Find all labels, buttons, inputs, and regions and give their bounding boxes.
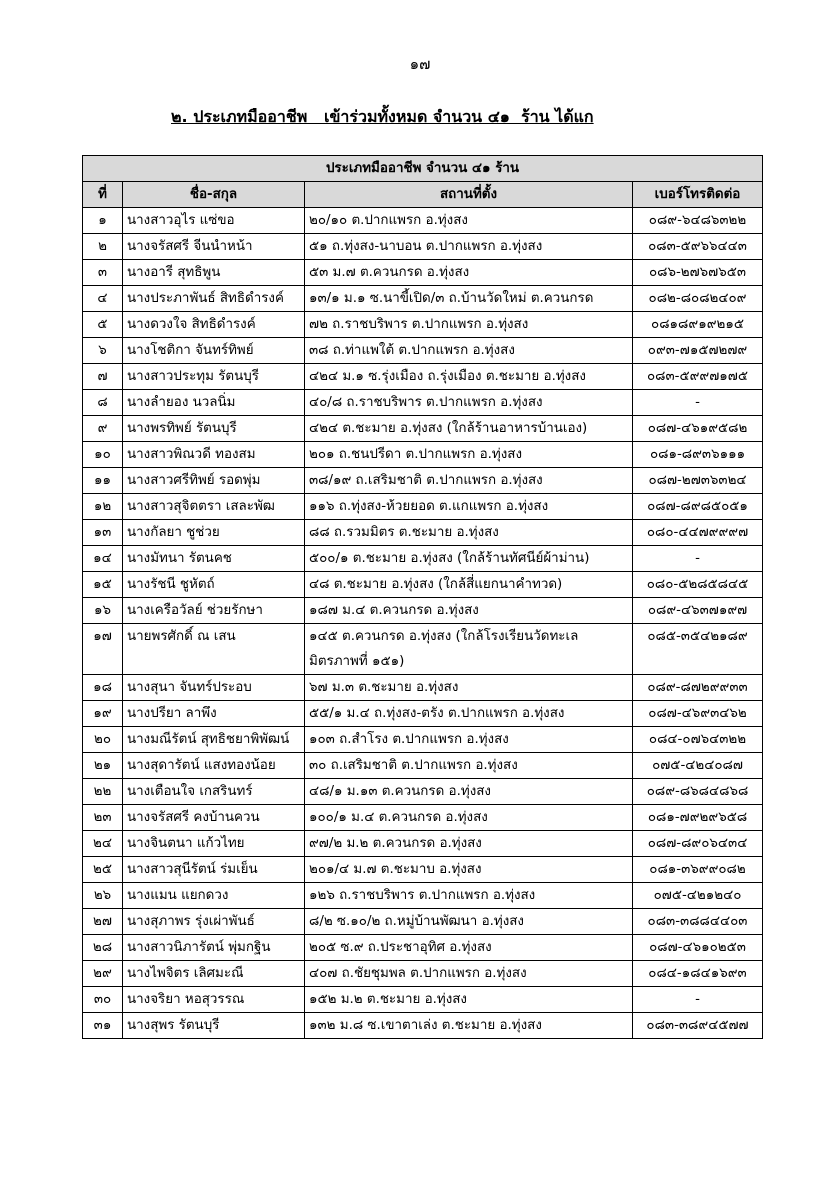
cell-no: ๑๑ xyxy=(83,468,123,494)
cell-no: ๑๔ xyxy=(83,546,123,572)
cell-address: ๔๐/๘ ถ.ราชบริพาร ต.ปากแพรก อ.ทุ่งสง xyxy=(305,390,633,416)
cell-address: ๘/๒ ซ.๑๐/๒ ถ.หมู่บ้านพัฒนา อ.ทุ่งสง xyxy=(305,909,633,935)
table-row xyxy=(83,546,763,572)
cell-no: ๒๔ xyxy=(83,831,123,857)
cell-address: ๒๐๕ ซ.๙ ถ.ประชาอุทิศ อ.ทุ่งสง xyxy=(305,935,633,961)
table-row xyxy=(83,624,763,675)
cell-phone: - xyxy=(633,987,763,1013)
table-row xyxy=(83,935,763,961)
column-header-no: ที่ xyxy=(83,182,123,208)
cell-name: นางสุดารัตน์ แสงทองน้อย xyxy=(123,753,305,779)
table-caption-row xyxy=(83,156,763,182)
cell-phone: ๐๘๐-๕๒๘๕๘๔๕ xyxy=(633,572,763,598)
cell-phone: ๐๙๓-๗๑๕๗๒๗๙ xyxy=(633,338,763,364)
table-header-row xyxy=(83,182,763,208)
cell-name: นางแมน แยกดวง xyxy=(123,883,305,909)
cell-address: ๓๘ ถ.ท่าแพใต้ ต.ปากแพรก อ.ทุ่งสง xyxy=(305,338,633,364)
cell-phone: ๐๘๖-๒๗๖๗๖๕๓ xyxy=(633,260,763,286)
cell-no: ๑๕ xyxy=(83,572,123,598)
cell-name: นางสาวสุนีรัตน์ ร่มเย็น xyxy=(123,857,305,883)
cell-no: ๒๐ xyxy=(83,727,123,753)
section-title: ๒. ประเภทมืออาชีพ เข้าร่วมทั้งหมด จำนวน ๔๑ ร้าน ได้แก xyxy=(171,107,594,126)
cell-phone: ๐๘๔-๑๘๔๑๖๙๓ xyxy=(633,961,763,987)
cell-phone: ๐๘๓-๕๙๙๗๑๗๕ xyxy=(633,364,763,390)
cell-name: นางสุภาพร รุ่งเผ่าพันธ์ xyxy=(123,909,305,935)
cell-phone: - xyxy=(633,390,763,416)
cell-no: ๒๓ xyxy=(83,805,123,831)
table-row xyxy=(83,805,763,831)
cell-address: ๒๐/๑๐ ต.ปากแพรก อ.ทุ่งสง xyxy=(305,208,633,234)
cell-name: นางสุนา จันทร์ประอบ xyxy=(123,675,305,701)
cell-name: นางมัทนา รัตนคช xyxy=(123,546,305,572)
table-row xyxy=(83,390,763,416)
table-row xyxy=(83,364,763,390)
cell-no: ๑๙ xyxy=(83,701,123,727)
cell-phone: ๐๘๓-๓๘๙๔๕๗๗ xyxy=(633,1013,763,1039)
cell-phone: ๐๘๙-๘๗๒๙๙๓๓ xyxy=(633,675,763,701)
cell-address: ๖๗ ม.๓ ต.ชะมาย อ.ทุ่งสง xyxy=(305,675,633,701)
cell-phone: ๐๘๓-๓๘๘๔๔๐๓ xyxy=(633,909,763,935)
cell-phone: ๐๘๒-๘๐๘๒๔๐๙ xyxy=(633,286,763,312)
cell-phone: ๐๘๑๘๙๑๙๒๑๕ xyxy=(633,312,763,338)
cell-name: นางจินตนา แก้วไทย xyxy=(123,831,305,857)
cell-address: ๕๑ ถ.ทุ่งสง-นาบอน ต.ปากแพรก อ.ทุ่งสง xyxy=(305,234,633,260)
cell-no: ๒๑ xyxy=(83,753,123,779)
table-row xyxy=(83,442,763,468)
cell-no: ๑๖ xyxy=(83,598,123,624)
cell-phone: ๐๘๗-๘๙๘๕๐๕๑ xyxy=(633,494,763,520)
cell-name: นางจริยา หอสุวรรณ xyxy=(123,987,305,1013)
cell-name: นางสุพร รัตนบุรี xyxy=(123,1013,305,1039)
cell-name: นางอารี สุทธิพูน xyxy=(123,260,305,286)
cell-name: นางสาวประทุม รัตนบุรี xyxy=(123,364,305,390)
table-row xyxy=(83,831,763,857)
table-row xyxy=(83,779,763,805)
cell-address: ๘๘ ถ.รวมมิตร ต.ชะมาย อ.ทุ่งสง xyxy=(305,520,633,546)
cell-address: ๕๓ ม.๗ ต.ควนกรด อ.ทุ่งสง xyxy=(305,260,633,286)
cell-address: ๒๐๑/๔ ม.๗ ต.ชะมาบ อ.ทุ่งสง xyxy=(305,857,633,883)
table-row xyxy=(83,312,763,338)
cell-no: ๔ xyxy=(83,286,123,312)
cell-address: ๕๐๐/๑ ต.ชะมาย อ.ทุ่งสง (ใกล้ร้านทัศนีย์ผ้าม่าน) xyxy=(305,546,633,572)
cell-no: ๑๐ xyxy=(83,442,123,468)
cell-phone: ๐๘๗-๔๖๑๐๒๕๓ xyxy=(633,935,763,961)
cell-phone: ๐๗๕-๔๒๑๒๔๐ xyxy=(633,883,763,909)
cell-name: นางเครือวัลย์ ช่วยรักษา xyxy=(123,598,305,624)
cell-no: ๘ xyxy=(83,390,123,416)
cell-address: ๑๒๖ ถ.ราชบริพาร ต.ปากแพรก อ.ทุ่งสง xyxy=(305,883,633,909)
table-row xyxy=(83,961,763,987)
cell-address: ๑๓๒ ม.๘ ซ.เขาตาเล่ง ต.ชะมาย อ.ทุ่งสง xyxy=(305,1013,633,1039)
cell-address: ๑๔๕ ต.ควนกรด อ.ทุ่งสง (ใกล้โรงเรียนวัดทะเลมิตรภาพที่ ๑๕๑) xyxy=(305,624,633,675)
table-body xyxy=(83,208,763,1039)
table-row xyxy=(83,753,763,779)
cell-no: ๓๑ xyxy=(83,1013,123,1039)
cell-phone: ๐๘๑-๗๙๒๙๖๕๘ xyxy=(633,805,763,831)
cell-name: นางมณีรัตน์ สุทธิชยาพิพัฒน์ xyxy=(123,727,305,753)
cell-name: นางปรียา ลาพึง xyxy=(123,701,305,727)
column-header-address: สถานที่ตั้ง xyxy=(305,182,633,208)
table-row xyxy=(83,286,763,312)
cell-name: นางสาวนิภารัตน์ พุ่มกฐิน xyxy=(123,935,305,961)
cell-name: นางโชติกา จันทร์ทิพย์ xyxy=(123,338,305,364)
table-row xyxy=(83,883,763,909)
cell-phone: ๐๘๗-๔๖๙๓๔๖๒ xyxy=(633,701,763,727)
cell-address: ๙๗/๒ ม.๒ ต.ควนกรด อ.ทุ่งสง xyxy=(305,831,633,857)
column-header-phone: เบอร์โทรติดต่อ xyxy=(633,182,763,208)
cell-address: ๕๕/๑ ม.๔ ถ.ทุ่งสง-ตรัง ต.ปากแพรก อ.ทุ่งสง xyxy=(305,701,633,727)
table-row xyxy=(83,701,763,727)
page-number: ๑๗ xyxy=(409,55,431,73)
column-header-name: ชื่อ-สกุล xyxy=(123,182,305,208)
cell-no: ๕ xyxy=(83,312,123,338)
cell-phone: ๐๘๗-๒๗๓๖๓๒๔ xyxy=(633,468,763,494)
cell-name: นางดวงใจ สิทธิดำรงค์ xyxy=(123,312,305,338)
cell-no: ๙ xyxy=(83,416,123,442)
cell-no: ๑๒ xyxy=(83,494,123,520)
cell-address: ๓๘/๑๙ ถ.เสริมชาติ ต.ปากแพรก อ.ทุ่งสง xyxy=(305,468,633,494)
cell-address: ๑๕๒ ม.๒ ต.ชะมาย อ.ทุ่งสง xyxy=(305,987,633,1013)
table-row xyxy=(83,987,763,1013)
cell-no: ๗ xyxy=(83,364,123,390)
cell-name: นางประภาพันธ์ สิทธิดำรงค์ xyxy=(123,286,305,312)
cell-phone: ๐๘๗-๔๖๑๙๕๘๒ xyxy=(633,416,763,442)
cell-phone: ๐๗๕-๔๒๔๐๘๗ xyxy=(633,753,763,779)
cell-no: ๑๘ xyxy=(83,675,123,701)
cell-phone: ๐๘๓-๕๙๖๖๔๔๓ xyxy=(633,234,763,260)
cell-no: ๒ xyxy=(83,234,123,260)
cell-phone: ๐๘๕-๓๕๔๒๑๘๙ xyxy=(633,624,763,675)
table-row xyxy=(83,857,763,883)
cell-address: ๔๒๔ ม.๑ ซ.รุ่งเมือง ถ.รุ่งเมือง ต.ชะมาย อ.ทุ่งสง xyxy=(305,364,633,390)
cell-name: นางสาวอุไร แซ่ขอ xyxy=(123,208,305,234)
cell-name: นางสาวสุจิตตรา เสละพัฒ xyxy=(123,494,305,520)
cell-address: ๗๒ ถ.ราชบริพาร ต.ปากแพรก อ.ทุ่งสง xyxy=(305,312,633,338)
cell-name: นางกัลยา ชูช่วย xyxy=(123,520,305,546)
table-row xyxy=(83,675,763,701)
cell-address: ๒๐๑ ถ.ชนปรีดา ต.ปากแพรก อ.ทุ่งสง xyxy=(305,442,633,468)
table-row xyxy=(83,598,763,624)
table-row xyxy=(83,909,763,935)
cell-no: ๒๘ xyxy=(83,935,123,961)
cell-phone: ๐๘๔-๐๗๖๔๓๒๒ xyxy=(633,727,763,753)
cell-phone: ๐๘๑-๓๖๙๙๐๘๒ xyxy=(633,857,763,883)
cell-no: ๒๕ xyxy=(83,857,123,883)
cell-phone: ๐๘๙-๖๔๘๖๓๒๒ xyxy=(633,208,763,234)
cell-no: ๒๗ xyxy=(83,909,123,935)
table-row xyxy=(83,468,763,494)
cell-name: นางรัชนี ชูหัตถ์ xyxy=(123,572,305,598)
table-row xyxy=(83,494,763,520)
table-row xyxy=(83,234,763,260)
cell-phone: ๐๘๗-๘๙๐๖๔๓๔ xyxy=(633,831,763,857)
cell-name: นางเตือนใจ เกสรินทร์ xyxy=(123,779,305,805)
cell-address: ๑๐๐/๑ ม.๔ ต.ควนกรด อ.ทุ่งสง xyxy=(305,805,633,831)
cell-phone: - xyxy=(633,546,763,572)
table-caption: ประเภทมืออาชีพ จำนวน ๔๑ ร้าน xyxy=(83,156,763,182)
cell-no: ๒๙ xyxy=(83,961,123,987)
cell-name: นางสาวศรีทิพย์ รอดพุ่ม xyxy=(123,468,305,494)
cell-name: นางพรทิพย์ รัตนบุรี xyxy=(123,416,305,442)
cell-address: ๔๘ ต.ชะมาย อ.ทุ่งสง (ใกล้สี่แยกนาคำทวด) xyxy=(305,572,633,598)
table-row xyxy=(83,338,763,364)
cell-no: ๓๐ xyxy=(83,987,123,1013)
cell-phone: ๐๘๑-๘๙๓๖๑๑๑ xyxy=(633,442,763,468)
cell-no: ๒๖ xyxy=(83,883,123,909)
cell-name: นางลำยอง นวลนิ่ม xyxy=(123,390,305,416)
cell-address: ๑๘๗ ม.๔ ต.ควนกรด อ.ทุ่งสง xyxy=(305,598,633,624)
cell-phone: ๐๘๙-๔๖๓๗๑๙๗ xyxy=(633,598,763,624)
table-row xyxy=(83,208,763,234)
cell-address: ๔๐๗ ถ.ชัยชุมพล ต.ปากแพรก อ.ทุ่งสง xyxy=(305,961,633,987)
cell-no: ๑๗ xyxy=(83,624,123,675)
table-row xyxy=(83,572,763,598)
cell-phone: ๐๘๐-๔๔๗๙๙๙๗ xyxy=(633,520,763,546)
cell-no: ๑ xyxy=(83,208,123,234)
cell-address: ๑๐๓ ถ.สำโรง ต.ปากแพรก อ.ทุ่งสง xyxy=(305,727,633,753)
cell-no: ๒๒ xyxy=(83,779,123,805)
cell-no: ๓ xyxy=(83,260,123,286)
cell-no: ๑๓ xyxy=(83,520,123,546)
table-row xyxy=(83,520,763,546)
cell-no: ๖ xyxy=(83,338,123,364)
table-row xyxy=(83,416,763,442)
cell-address: ๑๑๖ ถ.ทุ่งสง-ห้วยยอด ต.แกแพรก อ.ทุ่งสง xyxy=(305,494,633,520)
shop-list-table xyxy=(82,155,763,1039)
cell-phone: ๐๘๙-๘๖๘๔๘๖๘ xyxy=(633,779,763,805)
cell-name: นางจรัสศรี จีนนำหน้า xyxy=(123,234,305,260)
table-row xyxy=(83,1013,763,1039)
cell-address: ๑๓/๑ ม.๑ ซ.นาขี้เปิด/๓ ถ.บ้านวัดใหม่ ต.ควนกรด xyxy=(305,286,633,312)
cell-address: ๓๐ ถ.เสริมชาติ ต.ปากแพรก อ.ทุ่งสง xyxy=(305,753,633,779)
cell-address: ๔๘/๑ ม.๑๓ ต.ควนกรด อ.ทุ่งสง xyxy=(305,779,633,805)
table-row xyxy=(83,260,763,286)
table-row xyxy=(83,727,763,753)
cell-address: ๔๒๔ ต.ชะมาย อ.ทุ่งสง (ใกล้ร้านอาหารบ้านเอง) xyxy=(305,416,633,442)
cell-name: นางไพจิตร เลิศมะณี xyxy=(123,961,305,987)
cell-name: นายพรศักดิ์ ณ เสน xyxy=(123,624,305,675)
cell-name: นางสาวพิณวดี ทองสม xyxy=(123,442,305,468)
cell-name: นางจรัสศรี คงบ้านควน xyxy=(123,805,305,831)
